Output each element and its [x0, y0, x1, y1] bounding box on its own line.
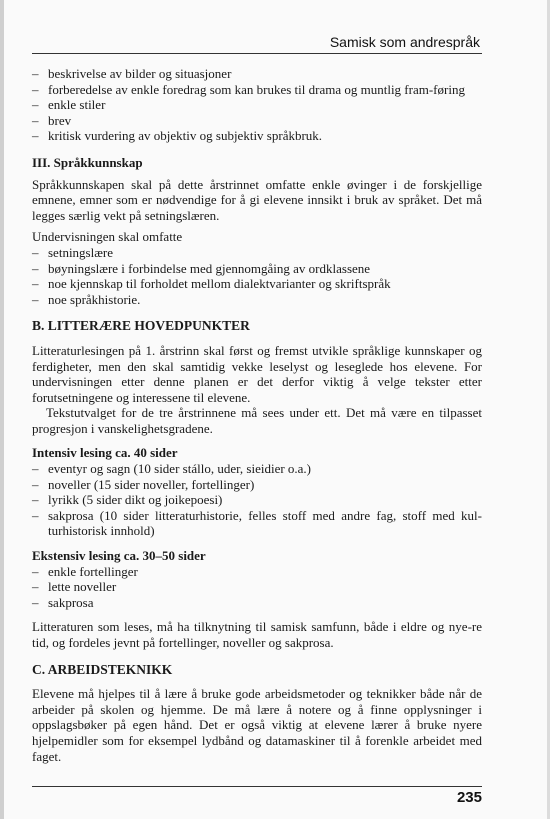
list-item: – lette noveller — [32, 579, 482, 595]
section-iii-paragraph: Språkkunnskapen skal på dette årstrinnet omfatte enkle øvinger i de forskjellige emnene, emner som er nødvendige for å gi elevene innsikt i bruk av språket. Det må legges særlig vekt på setningslæren. — [32, 176, 482, 223]
list-item: – brev — [32, 113, 482, 129]
section-c-paragraph: Elevene må hjelpes til å lære å bruke gode arbeidsmetoder og teknikker både når de arbeider på skolen og hjemme. De må lære å notere og å finne opplysninger i oppslagsbøker på egen hånd. Det er også viktig at elevene lærer å bruke nyere hjelpemidler som for eksempel lydbånd og datamaskiner til å forenkle arbeidet med faget. — [32, 686, 482, 764]
section-iii-list-intro: Undervisningen skal omfatte — [32, 229, 183, 245]
section-b-heading: B. LITTERÆRE HOVEDPUNKTER — [32, 318, 250, 334]
list-item: – eventyr og sagn (10 sider stállo, uder, sieidier o.a.) — [32, 461, 482, 477]
ekstensiv-list — [32, 564, 482, 611]
intro-list — [32, 66, 482, 144]
page-content — [32, 66, 482, 764]
list-item: – noe språkhistorie. — [32, 292, 482, 308]
list-item: – sakprosa (10 sider litteraturhistorie, felles stoff med andre fag, stoff med kul-turhistorisk innhold) — [32, 508, 482, 539]
list-item: – setningslære — [32, 245, 482, 261]
section-b-paragraph-3: Litteraturen som leses, må ha tilknytning til samisk samfunn, både i eldre og nye-re tid, og fordeles jevnt på fortellinger, noveller og sakprosa. — [32, 619, 482, 650]
intensiv-list — [32, 461, 482, 539]
list-item: – enkle stiler — [32, 97, 482, 113]
ekstensiv-heading: Ekstensiv lesing ca. 30–50 sider — [32, 548, 206, 564]
section-b-paragraph-2: Tekstutvalget for de tre årstrinnene må sees under ett. Det må være en tilpasset progresjon i vanskelighetsgradene. — [32, 405, 482, 436]
list-item: – noe kjennskap til forholdet mellom dialektvarianter og skriftspråk — [32, 276, 482, 292]
list-item: – kritisk vurdering av objektiv og subjektiv språkbruk. — [32, 128, 482, 144]
section-iii-heading: III. Språkkunnskap — [32, 154, 143, 170]
list-item: – lyrikk (5 sider dikt og joikepoesi) — [32, 492, 482, 508]
section-b-paragraph-1: Litteraturlesingen på 1. årstrinn skal først og fremst utvikle språklige kunnskaper og ferdigheter, men den skal samtidig vekke leselyst og leseglede hos elevene. For undervisningen etter denne planen er det derfor viktig å velge tekster etter forutsetningene og interessene til elevene. — [32, 342, 482, 405]
list-item: – enkle fortellinger — [32, 564, 482, 580]
section-c-heading: C. ARBEIDSTEKNIKK — [32, 661, 173, 677]
page-edge-shadow — [0, 0, 4, 819]
running-header: Samisk som andrespråk — [329, 34, 480, 50]
page-number: 235 — [456, 789, 482, 806]
header-rule — [32, 53, 482, 54]
section-iii-list — [32, 245, 482, 307]
intensiv-heading: Intensiv lesing ca. 40 sider — [32, 445, 178, 461]
list-item: – noveller (15 sider noveller, fortellinger) — [32, 477, 482, 493]
footer-rule — [32, 786, 482, 787]
list-item: – forberedelse av enkle foredrag som kan brukes til drama og muntlig fram-føring — [32, 82, 482, 98]
list-item: – sakprosa — [32, 595, 482, 611]
list-item: – bøyningslære i forbindelse med gjennomgåing av ordklassene — [32, 261, 482, 277]
list-item: – beskrivelse av bilder og situasjoner — [32, 66, 482, 82]
